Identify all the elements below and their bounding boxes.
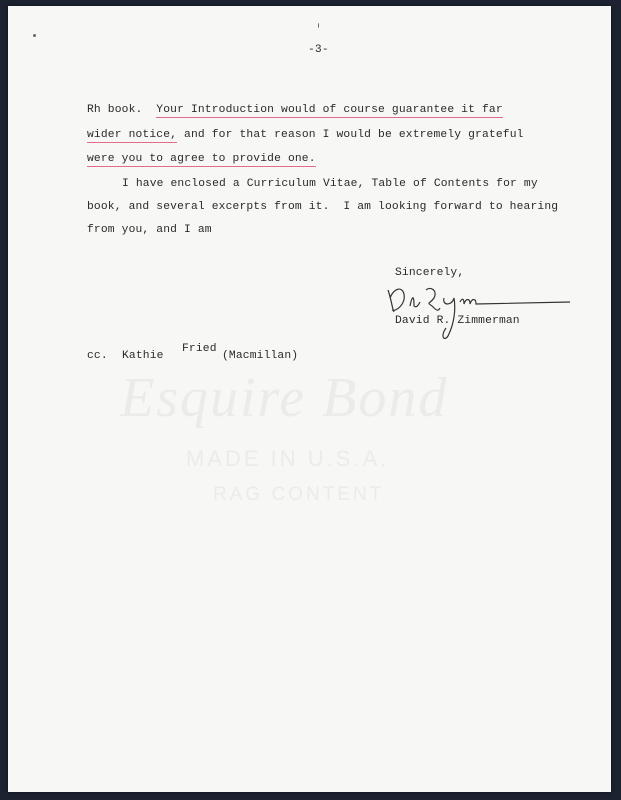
cc-first-name: Kathie	[122, 350, 164, 362]
paragraph2-line2: book, and several excerpts from it. I am looking forward to hearing	[87, 201, 559, 213]
paragraph1-line3	[87, 153, 316, 165]
line2-plain-text: and for that reason I would be extremely grateful	[177, 129, 524, 141]
letter-page	[8, 6, 611, 792]
paragraph1-line1	[87, 104, 503, 116]
watermark-made-in: MADE IN U.S.A.	[186, 446, 390, 471]
paragraph2-line1: I have enclosed a Curriculum Vitae, Table of Contents for my	[122, 178, 538, 190]
watermark-script: Esquire Bond	[120, 367, 449, 429]
closing-name: David R. Zimmerman	[395, 315, 520, 327]
paragraph1-line2	[87, 129, 524, 141]
watermark-rag-content: RAG CONTENT	[213, 484, 385, 505]
handwritten-signature	[380, 276, 580, 346]
underlined-text: wider notice,	[87, 129, 178, 141]
paper-mark	[33, 34, 36, 37]
closing-salutation: Sincerely,	[395, 267, 465, 279]
underlined-text: were you to agree to provide one.	[87, 153, 316, 165]
underlined-text: Your Introduction would of course guarantee it far	[156, 104, 503, 116]
page-number: -3-	[308, 44, 329, 56]
paper-mark	[318, 23, 319, 28]
cc-affiliation: (Macmillan)	[222, 350, 299, 362]
line1-plain-text: Rh book.	[87, 104, 157, 116]
cc-last-name: Fried	[182, 343, 217, 355]
paragraph2-line3: from you, and I am	[87, 224, 212, 236]
cc-prefix: cc.	[87, 350, 108, 362]
